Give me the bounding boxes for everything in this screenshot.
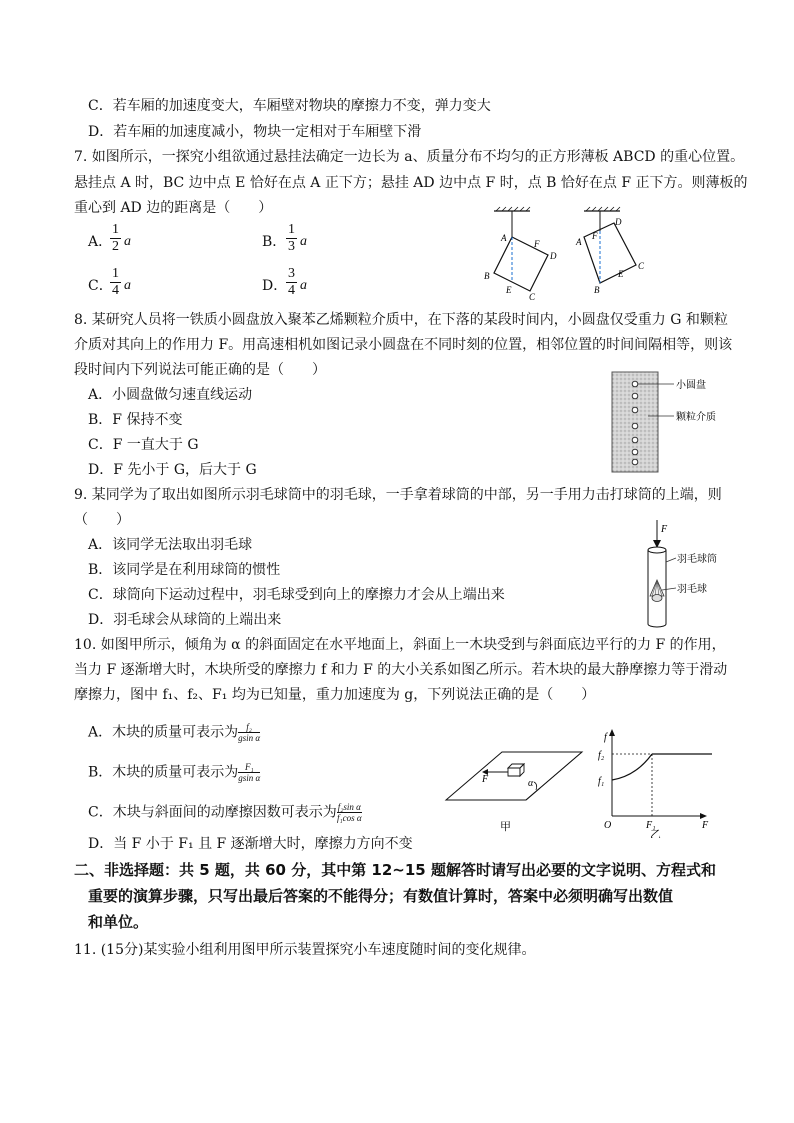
q10-option-a-text: A．木块的质量可表示为 — [88, 724, 239, 741]
q10-option-c-fraction: $\frac{\text{f₂sin α}}{\text{f₁cos α}}$ — [336, 802, 362, 823]
shuttlecock — [650, 580, 664, 602]
ceiling-right-hatch — [586, 207, 620, 211]
q7-option-a-fraction: $\frac{1}{2}$ — [112, 222, 119, 254]
label-B-left: B — [484, 271, 490, 281]
q9-option-c: C．球筒向下运动过程中，羽毛球受到向上的摩擦力才会从上端出来 — [88, 587, 505, 603]
q10-option-a-fraction: $\frac{\text{f₂}}{\text{gsin α}}$ — [238, 722, 261, 743]
label-C-right: C — [638, 261, 645, 271]
q7-stem-line1: 7. 如图所示，一探究小组欲通过悬挂法确定一边长为 a、质量分布不均匀的正方形薄板 ABCD 的重心位置。 — [74, 149, 745, 165]
q7-option-c-fraction: $\frac{1}{4}$ — [112, 266, 119, 298]
ceiling-left-hatch — [496, 207, 530, 211]
label-force-F: F — [482, 774, 489, 785]
caption-jia: 甲 — [500, 820, 511, 833]
q7-suspension-figure — [472, 205, 662, 305]
q10-option-b-fraction: $\frac{\text{F₁}}{\text{gsin α}}$ — [238, 762, 261, 783]
q7-option-a-label: A． — [88, 234, 113, 250]
q7-option-b-var: a — [300, 234, 307, 249]
q7-option-d-label: D． — [262, 278, 288, 294]
label-D-left: D — [550, 251, 557, 261]
q9-stem-line1: 9. 某同学为了取出如图所示羽毛球筒中的羽毛球，一手拿着球筒的中部，另一手用力击打球筒的上端，则 — [74, 487, 722, 503]
q8-stem-line2: 介质对其向上的作用力 F。用高速相机如图记录小圆盘在不同时刻的位置，相邻位置的时间间隔相等，则该 — [74, 337, 733, 353]
f-axis-arrow — [609, 729, 615, 736]
label-F1: F₁ — [646, 820, 656, 831]
label-E-right: E — [618, 269, 624, 279]
label-f-axis: f — [604, 732, 607, 743]
q7-option-a-var: a — [124, 234, 131, 249]
label-F-left: F — [534, 239, 540, 249]
label-E-left: E — [506, 285, 512, 295]
q7-option-d-fraction: $\frac{3}{4}$ — [288, 266, 295, 298]
q8-stem-line1: 8. 某研究人员将一铁质小圆盘放入聚苯乙烯颗粒介质中，在下落的某段时间内，小圆盘仅受重力 G 和颗粒 — [74, 312, 728, 328]
q8-stem-line3: 段时间内下列说法可能正确的是（ ） — [74, 362, 326, 378]
section2-heading-line1: 二、非选择题：共 5 题，共 60 分，其中第 12~15 题解答时请写出必要的文字说明、方程式和 — [74, 861, 716, 879]
F-axis-arrow — [700, 813, 707, 819]
label-f2: f₂ — [598, 750, 605, 761]
q8-option-c: C．F 一直大于 G — [88, 437, 199, 453]
label-medium: 颗粒介质 — [676, 412, 716, 423]
q10-graph-yi — [596, 724, 726, 838]
tube-top — [648, 547, 666, 553]
ball-pointer — [662, 588, 676, 590]
label-B-right: B — [594, 285, 600, 295]
caption-yi: 乙 — [650, 828, 661, 838]
friction-curve-rising — [612, 754, 652, 780]
q8-option-b: B．F 保持不变 — [88, 412, 183, 428]
q8-disk-medium-figure — [608, 370, 738, 474]
label-ball: 羽毛球 — [677, 584, 707, 595]
q10-option-b-text: B．木块的质量可表示为 — [88, 764, 239, 781]
label-tube: 羽毛球筒 — [677, 554, 717, 565]
q7-option-b-label: B． — [262, 234, 287, 250]
q11-stem: 11. (15分)某实验小组利用图甲所示装置探究小车速度随时间的变化规律。 — [74, 942, 536, 958]
label-F-axis: F — [702, 820, 709, 831]
angle-arc — [534, 782, 537, 790]
q10-option-b — [88, 762, 260, 783]
q9-stem-line2: （ ） — [74, 512, 130, 528]
q10-stem-line1: 10. 如图甲所示，倾角为 α 的斜面固定在水平地面上，斜面上一木块受到与斜面底边平行的力 F 的作用， — [74, 637, 726, 653]
label-A-left: A — [501, 233, 507, 243]
tube-pointer — [666, 558, 676, 562]
q7-option-d-var: a — [300, 278, 307, 293]
q10-option-a — [88, 722, 260, 743]
q10-stem-line3: 摩擦力，图中 f₁、f₂、F₁ 均为已知量，重力加速度为 g，下列说法正确的是（ ） — [74, 687, 596, 703]
q7-option-b-fraction: $\frac{1}{3}$ — [288, 222, 295, 254]
label-F: F — [661, 524, 668, 535]
label-disk: 小圆盘 — [676, 380, 706, 391]
q6-option-d: D．若车厢的加速度减小，物块一定相对于车厢壁下滑 — [88, 124, 422, 140]
label-f1: f₁ — [598, 776, 605, 787]
q7-stem-line3: 重心到 AD 边的距离是（ ） — [74, 200, 273, 216]
label-A-right: A — [576, 237, 582, 247]
q7-option-c-var: a — [124, 278, 131, 293]
q10-incline-figure-jia — [440, 738, 590, 838]
label-D-right: D — [615, 217, 622, 227]
q10-option-d: D．当 F 小于 F₁ 且 F 逐渐增大时，摩擦力方向不变 — [88, 836, 413, 852]
tube-bottom — [648, 624, 666, 627]
section2-heading-line2: 重要的演算步骤，只写出最后答案的不能得分；有数值计算时，答案中必须明确写出数值 — [88, 887, 674, 905]
q7-option-c-label: C． — [88, 278, 113, 294]
q9-option-d: D．羽毛球会从球筒的上端出来 — [88, 612, 282, 628]
plate-left — [494, 237, 548, 291]
q9-shuttlecock-tube-figure — [636, 518, 746, 634]
q10-stem-line2: 当力 F 逐渐增大时，木块所受的摩擦力 f 和力 F 的大小关系如图乙所示。若木块的最大静摩擦力等于滑动 — [74, 662, 728, 678]
section2-heading-line3: 和单位。 — [88, 913, 149, 931]
q6-option-c: C．若车厢的加速度变大，车厢壁对物块的摩擦力不变，弹力变大 — [88, 98, 491, 114]
wood-block — [508, 764, 524, 776]
q9-option-a: A．该同学无法取出羽毛球 — [88, 537, 253, 553]
q7-stem-line2: 悬挂点 A 时，BC 边中点 E 恰好在点 A 正下方；悬挂 AD 边中点 F 时，点 B 恰好在点 F 正下方。则薄板的 — [74, 175, 748, 191]
incline-base-line — [526, 788, 540, 800]
q9-option-b: B．该同学是在利用球筒的惯性 — [88, 562, 281, 578]
q10-option-c-text: C．木块与斜面间的动摩擦因数可表示为 — [88, 804, 337, 821]
label-alpha: α — [528, 778, 534, 789]
label-F-right: F — [592, 231, 598, 241]
label-origin: O — [604, 820, 612, 831]
incline-ground-edge — [540, 752, 582, 788]
q8-option-a: A．小圆盘做匀速直线运动 — [88, 387, 253, 403]
q10-option-c — [88, 802, 362, 823]
q8-option-d: D．F 先小于 G，后大于 G — [88, 462, 257, 478]
label-C-left: C — [529, 292, 536, 302]
